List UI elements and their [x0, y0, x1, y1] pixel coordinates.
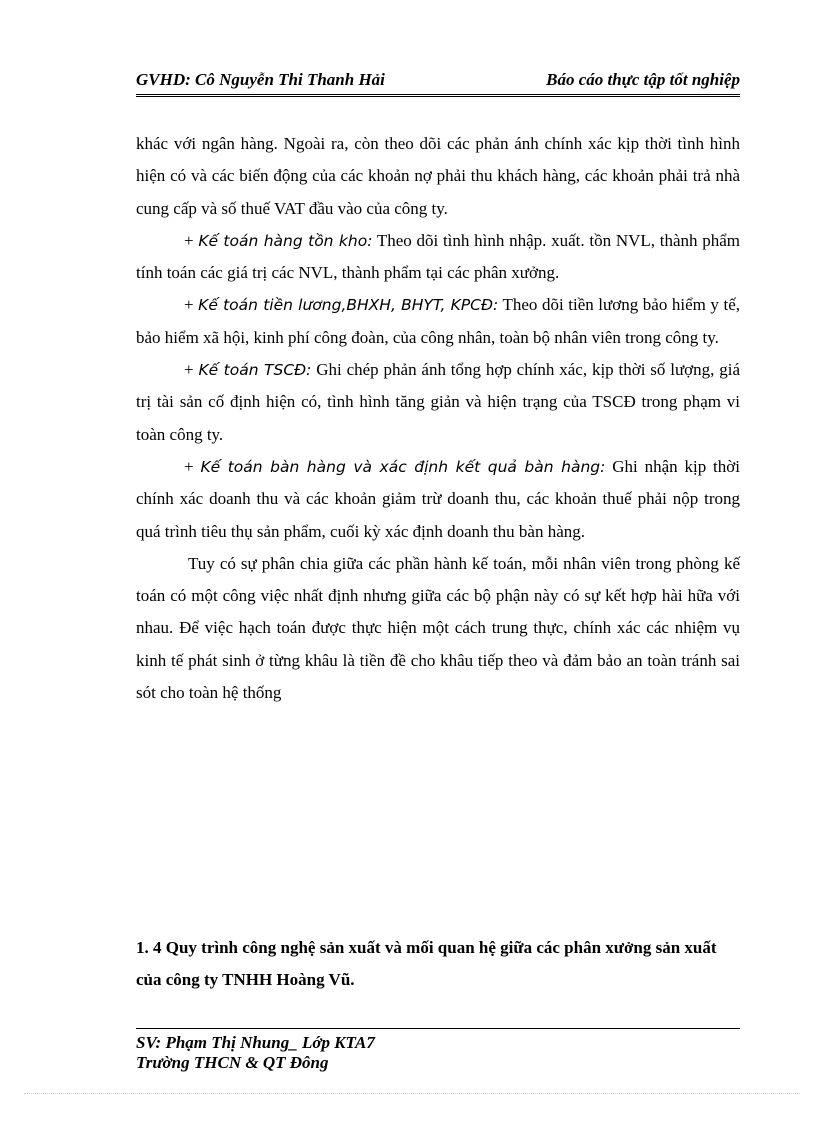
header-supervisor: GVHD: Cô Nguyễn Thi Thanh Hải: [136, 70, 385, 89]
item-label: Kế toán tiền lương,BHXH, BHYT, KPCĐ:: [198, 296, 499, 315]
list-item-sales-accounting: + Kế toán bàn hàng và xác định kết quả bàn hàng: Ghi nhận kịp thời chính xác doanh thu và các khoản giảm trừ doanh thu, các khoản thuế phải nộp trong quá trình tiêu thụ sản phẩm, cuối kỳ xác định doanh thu bàn hàng.: [136, 456, 740, 541]
page-footer: [136, 1028, 740, 1073]
item-label: Kế toán hàng tồn kho:: [198, 231, 373, 250]
paragraph-intro: khác với ngân hàng. Ngoài ra, còn theo dõi các phản ánh chính xác kịp thời tình hình hiện có và các biến động của các khoản nợ phải thu khách hàng, các khoản phải trả nhà cung cấp và số thuế VAT đầu vào của công ty.: [136, 134, 740, 218]
page-header: [136, 68, 740, 97]
footer-school: Trường THCN & QT Đông: [136, 1053, 329, 1072]
list-item-fixed-asset-accounting: + Kế toán TSCĐ: Ghi chép phản ánh tổng hợp chính xác, kịp thời số lượng, giá trị tài sản cố định hiện có, tình hình tăng giản và hiện trạng của TSCĐ trong phạm vi toàn công ty.: [136, 360, 741, 444]
item-label: Kế toán TSCĐ:: [198, 361, 312, 380]
header-report-title: Báo cáo thực tập tốt nghiệp: [546, 70, 740, 89]
footer-student: SV: Phạm Thị Nhung_ Lớp KTA7: [136, 1033, 375, 1052]
document-body: [136, 128, 740, 709]
item-label: Kế toán bàn hàng và xác định kết quả bàn hàng:: [200, 457, 606, 476]
paragraph-conclusion: Tuy có sự phân chia giữa các phần hành kế toán, mỗi nhân viên trong phòng kế toán có một công việc nhất định nhưng giữa các bộ phận này có sự kết hợp hài hữa với nhau. Để việc hạch toán được thực hiện một cách trung thực, chính xác các nhiệm vụ kinh tế phát sinh ở từng khâu là tiền đề cho khâu tiếp theo và đảm bảo an toàn tránh sai sót cho toàn hệ thống: [136, 553, 740, 703]
page-edge-divider: [24, 1093, 800, 1094]
list-item-payroll-accounting: + Kế toán tiền lương,BHXH, BHYT, KPCĐ: Theo dõi tiền lương bảo hiểm y tế, bảo hiểm xã hội, kinh phí công đoàn, của công nhân, toàn bộ nhân viên trong công ty.: [136, 295, 741, 347]
list-item-inventory-accounting: + Kế toán hàng tồn kho: Theo dõi tình hình nhập. xuất. tồn NVL, thành phẩm tính toán các giá trị các NVL, thành phẩm tại các phân xưởng.: [136, 230, 741, 283]
section-heading: 1. 4 Quy trình công nghệ sản xuất và mối quan hệ giữa các phân xưởng sản xuất của công ty TNHH Hoàng Vũ.: [136, 938, 717, 989]
